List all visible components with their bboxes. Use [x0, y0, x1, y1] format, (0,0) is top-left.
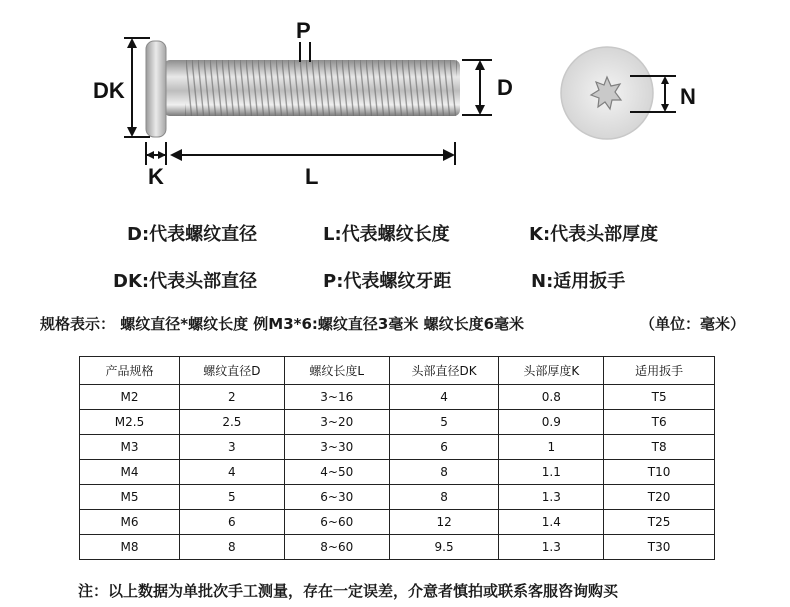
table-row [80, 535, 715, 560]
table-cell: T8 [604, 435, 715, 460]
table-cell: 6~60 [284, 510, 389, 535]
table-row [80, 510, 715, 535]
table-cell: 8 [389, 485, 499, 510]
table-cell: 1.1 [499, 460, 604, 485]
table-cell: 1.3 [499, 485, 604, 510]
header-cell: 螺纹直径D [179, 357, 284, 385]
screw-shank [164, 60, 460, 116]
table-cell: 1 [499, 435, 604, 460]
p-label: P [296, 18, 311, 43]
table-row [80, 435, 715, 460]
p-dimension [300, 42, 310, 62]
legend-k: K:代表头部厚度 [529, 224, 659, 245]
table-row [80, 485, 715, 510]
table-cell: 4~50 [284, 460, 389, 485]
table-cell: 8 [179, 535, 284, 560]
unit-note: （单位：毫米） [640, 315, 746, 333]
spec-format-text: 规格表示： 螺纹直径*螺纹长度 例M3*6:螺纹直径3毫米 螺纹长度6毫米 [40, 315, 525, 333]
table-cell: T25 [604, 510, 715, 535]
table-cell: 8 [389, 460, 499, 485]
table-cell: 6~30 [284, 485, 389, 510]
table-cell: 2.5 [179, 410, 284, 435]
table-cell: T5 [604, 385, 715, 410]
table-cell: 3 [179, 435, 284, 460]
table-cell: T20 [604, 485, 715, 510]
table-cell: 6 [389, 435, 499, 460]
spec-format-note [40, 313, 746, 334]
measurement-disclaimer: 注：以上数据为单批次手工测量，存在一定误差，介意者慎拍或联系客服咨询购买 [78, 582, 619, 600]
table-row [80, 460, 715, 485]
header-cell: 产品规格 [80, 357, 180, 385]
table-cell: T10 [604, 460, 715, 485]
table-row [80, 385, 715, 410]
table-cell: M6 [80, 510, 180, 535]
table-cell: M3 [80, 435, 180, 460]
table-header-row [80, 357, 715, 385]
table-cell: 8~60 [284, 535, 389, 560]
table-cell: 3~20 [284, 410, 389, 435]
table-cell: T6 [604, 410, 715, 435]
dk-label: DK [93, 78, 125, 103]
header-cell: 头部直径DK [389, 357, 499, 385]
table-cell: M2.5 [80, 410, 180, 435]
table-row [80, 410, 715, 435]
table-cell: 5 [389, 410, 499, 435]
table-cell: 1.4 [499, 510, 604, 535]
header-cell: 螺纹长度L [284, 357, 389, 385]
table-cell: 6 [179, 510, 284, 535]
legend-n: N:适用扳手 [531, 271, 626, 292]
k-dimension [146, 142, 166, 165]
table-cell: 3~30 [284, 435, 389, 460]
header-cell: 适用扳手 [604, 357, 715, 385]
d-dimension [462, 60, 492, 115]
spec-table [79, 356, 715, 560]
table-body [80, 385, 715, 560]
l-label: L [305, 164, 319, 189]
table-cell: M2 [80, 385, 180, 410]
legend-l: L:代表螺纹长度 [323, 224, 450, 245]
table-cell: 4 [179, 460, 284, 485]
screw-head [146, 41, 166, 137]
screw-diagram [0, 0, 790, 200]
table-cell: 3~16 [284, 385, 389, 410]
table-cell: 9.5 [389, 535, 499, 560]
k-label: K [148, 164, 164, 189]
l-dimension [170, 142, 455, 165]
table-cell: 1.3 [499, 535, 604, 560]
head-top-view [561, 47, 653, 139]
header-cell: 头部厚度K [499, 357, 604, 385]
table-cell: M5 [80, 485, 180, 510]
table-cell: 5 [179, 485, 284, 510]
legend-d: D:代表螺纹直径 [127, 224, 258, 245]
table-cell: 2 [179, 385, 284, 410]
n-label: N [680, 84, 696, 109]
table-cell: 12 [389, 510, 499, 535]
table-cell: 0.8 [499, 385, 604, 410]
legend-p: P:代表螺纹牙距 [323, 271, 452, 292]
table-cell: M4 [80, 460, 180, 485]
d-label: D [497, 75, 513, 100]
table-cell: 0.9 [499, 410, 604, 435]
table-cell: 4 [389, 385, 499, 410]
table-cell: M8 [80, 535, 180, 560]
table-cell: T30 [604, 535, 715, 560]
legend-dk: DK:代表头部直径 [113, 271, 258, 292]
